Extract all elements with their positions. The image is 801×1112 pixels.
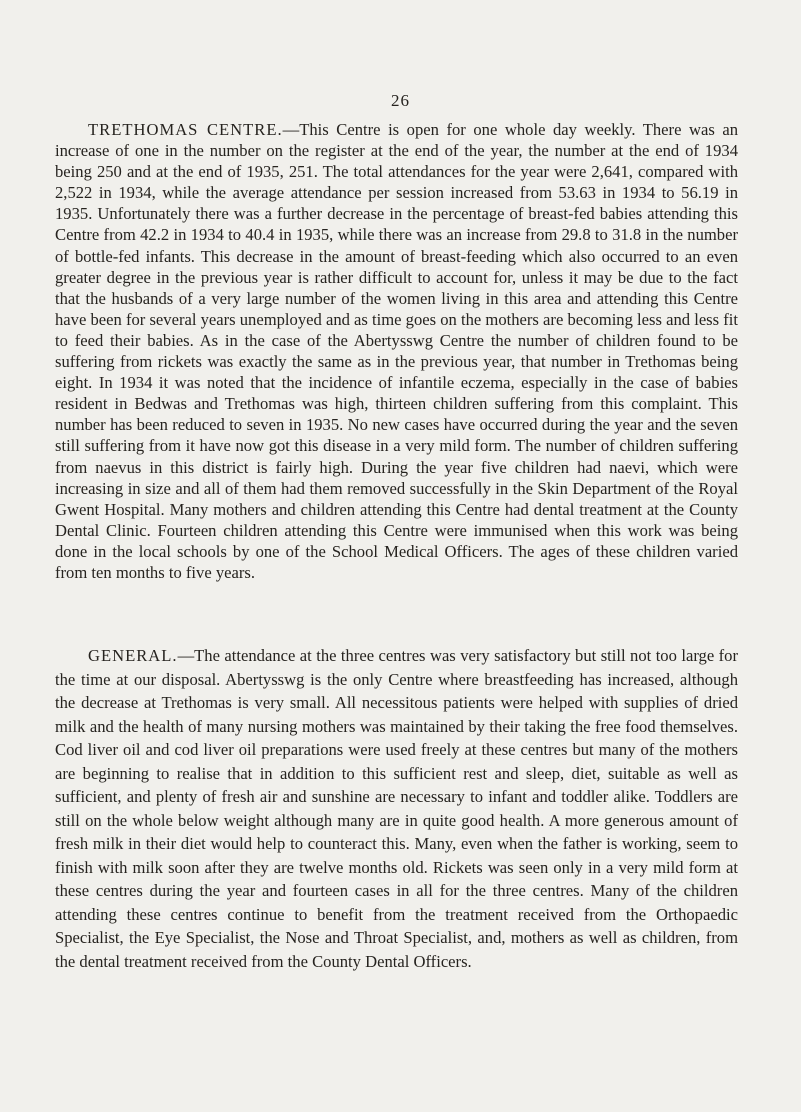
page-number: 26: [391, 91, 410, 110]
trethomas-centre-paragraph: [55, 119, 738, 583]
general-text: —The attendance at the three centres was very satisfactory but still not too large for the time at our disposal. Abertysswg is the only Centre where breastfeeding has increased, although the decrease at Trethomas is very small. All necessitous patients were helped with supplies of dried milk and the health of many nursing mothers was maintained by their taking the free food themselves. Cod liver oil and cod liver oil preparations were used freely at these centres but many of the mothers are beginning to realise that in addition to this sufficient rest and sleep, diet, suitable as well as sufficient, and plenty of fresh air and sunshine are necessary to infant and toddler alike. Toddlers are still on the whole below weight although many are in quite good health. A more generous amount of fresh milk in their diet would help to counteract this. Many, even when the father is working, seem to finish with milk soon after they are twelve months old. Rickets was seen only in a very mild form at these centres during the year and fourteen cases in all for the three centres. Many of the children attending these centres continue to benefit from the treatment received from the Orthopaedic Specialist, the Eye Specialist, the Nose and Throat Specialist, and, mothers as well as children, from the dental treatment received from the County Dental Officers.: [55, 646, 738, 971]
general-paragraph: [55, 644, 738, 973]
general-heading: GENERAL.: [88, 646, 178, 665]
trethomas-centre-heading: TRETHOMAS CENTRE.: [88, 120, 283, 139]
trethomas-centre-text: —This Centre is open for one whole day weekly. There was an increase of one in the number on the register at the end of the year, the number at the end of 1934 being 250 and at the end of 1935, 251. The total attendances for the year were 2,641, compared with 2,522 in 1934, while the average attendance per session increased from 53.63 in 1934 to 56.19 in 1935. Unfortunately there was a further decrease in the percentage of breast-fed babies attending this Centre from 42.2 in 1934 to 40.4 in 1935, while there was an increase from 29.8 to 31.8 in the number of bottle-fed infants. This decrease in the amount of breast-feeding which also occurred to an even greater degree in the previous year is rather difficult to account for, unless it may be due to the fact that the husbands of a very large number of the women living in this area and attending this Centre have been for several years unemployed and as time goes on the mothers are becoming less and less fit to feed their babies. As in the case of the Abertysswg Centre the number of children found to be suffering from rickets was exactly the same as in the previous year, that number in Trethomas being eight. In 1934 it was noted that the incidence of infantile eczema, especially in the case of babies resident in Bedwas and Trethomas was high, thirteen children suffering from this complaint. This number has been reduced to seven in 1935. No new cases have occurred during the year and the seven still suffering from it have now got this disease in a very mild form. The number of children suffering from naevus in this district is fairly high. During the year five children had naevi, which were increasing in size and all of them had them removed successfully in the Skin Department of the Royal Gwent Hospital. Many mothers and children attending this Centre had dental treatment at the County Dental Clinic. Fourteen children attending this Centre were immunised when this work was being done in the local schools by one of the School Medical Officers. The ages of these children varied from ten months to five years.: [55, 120, 738, 582]
